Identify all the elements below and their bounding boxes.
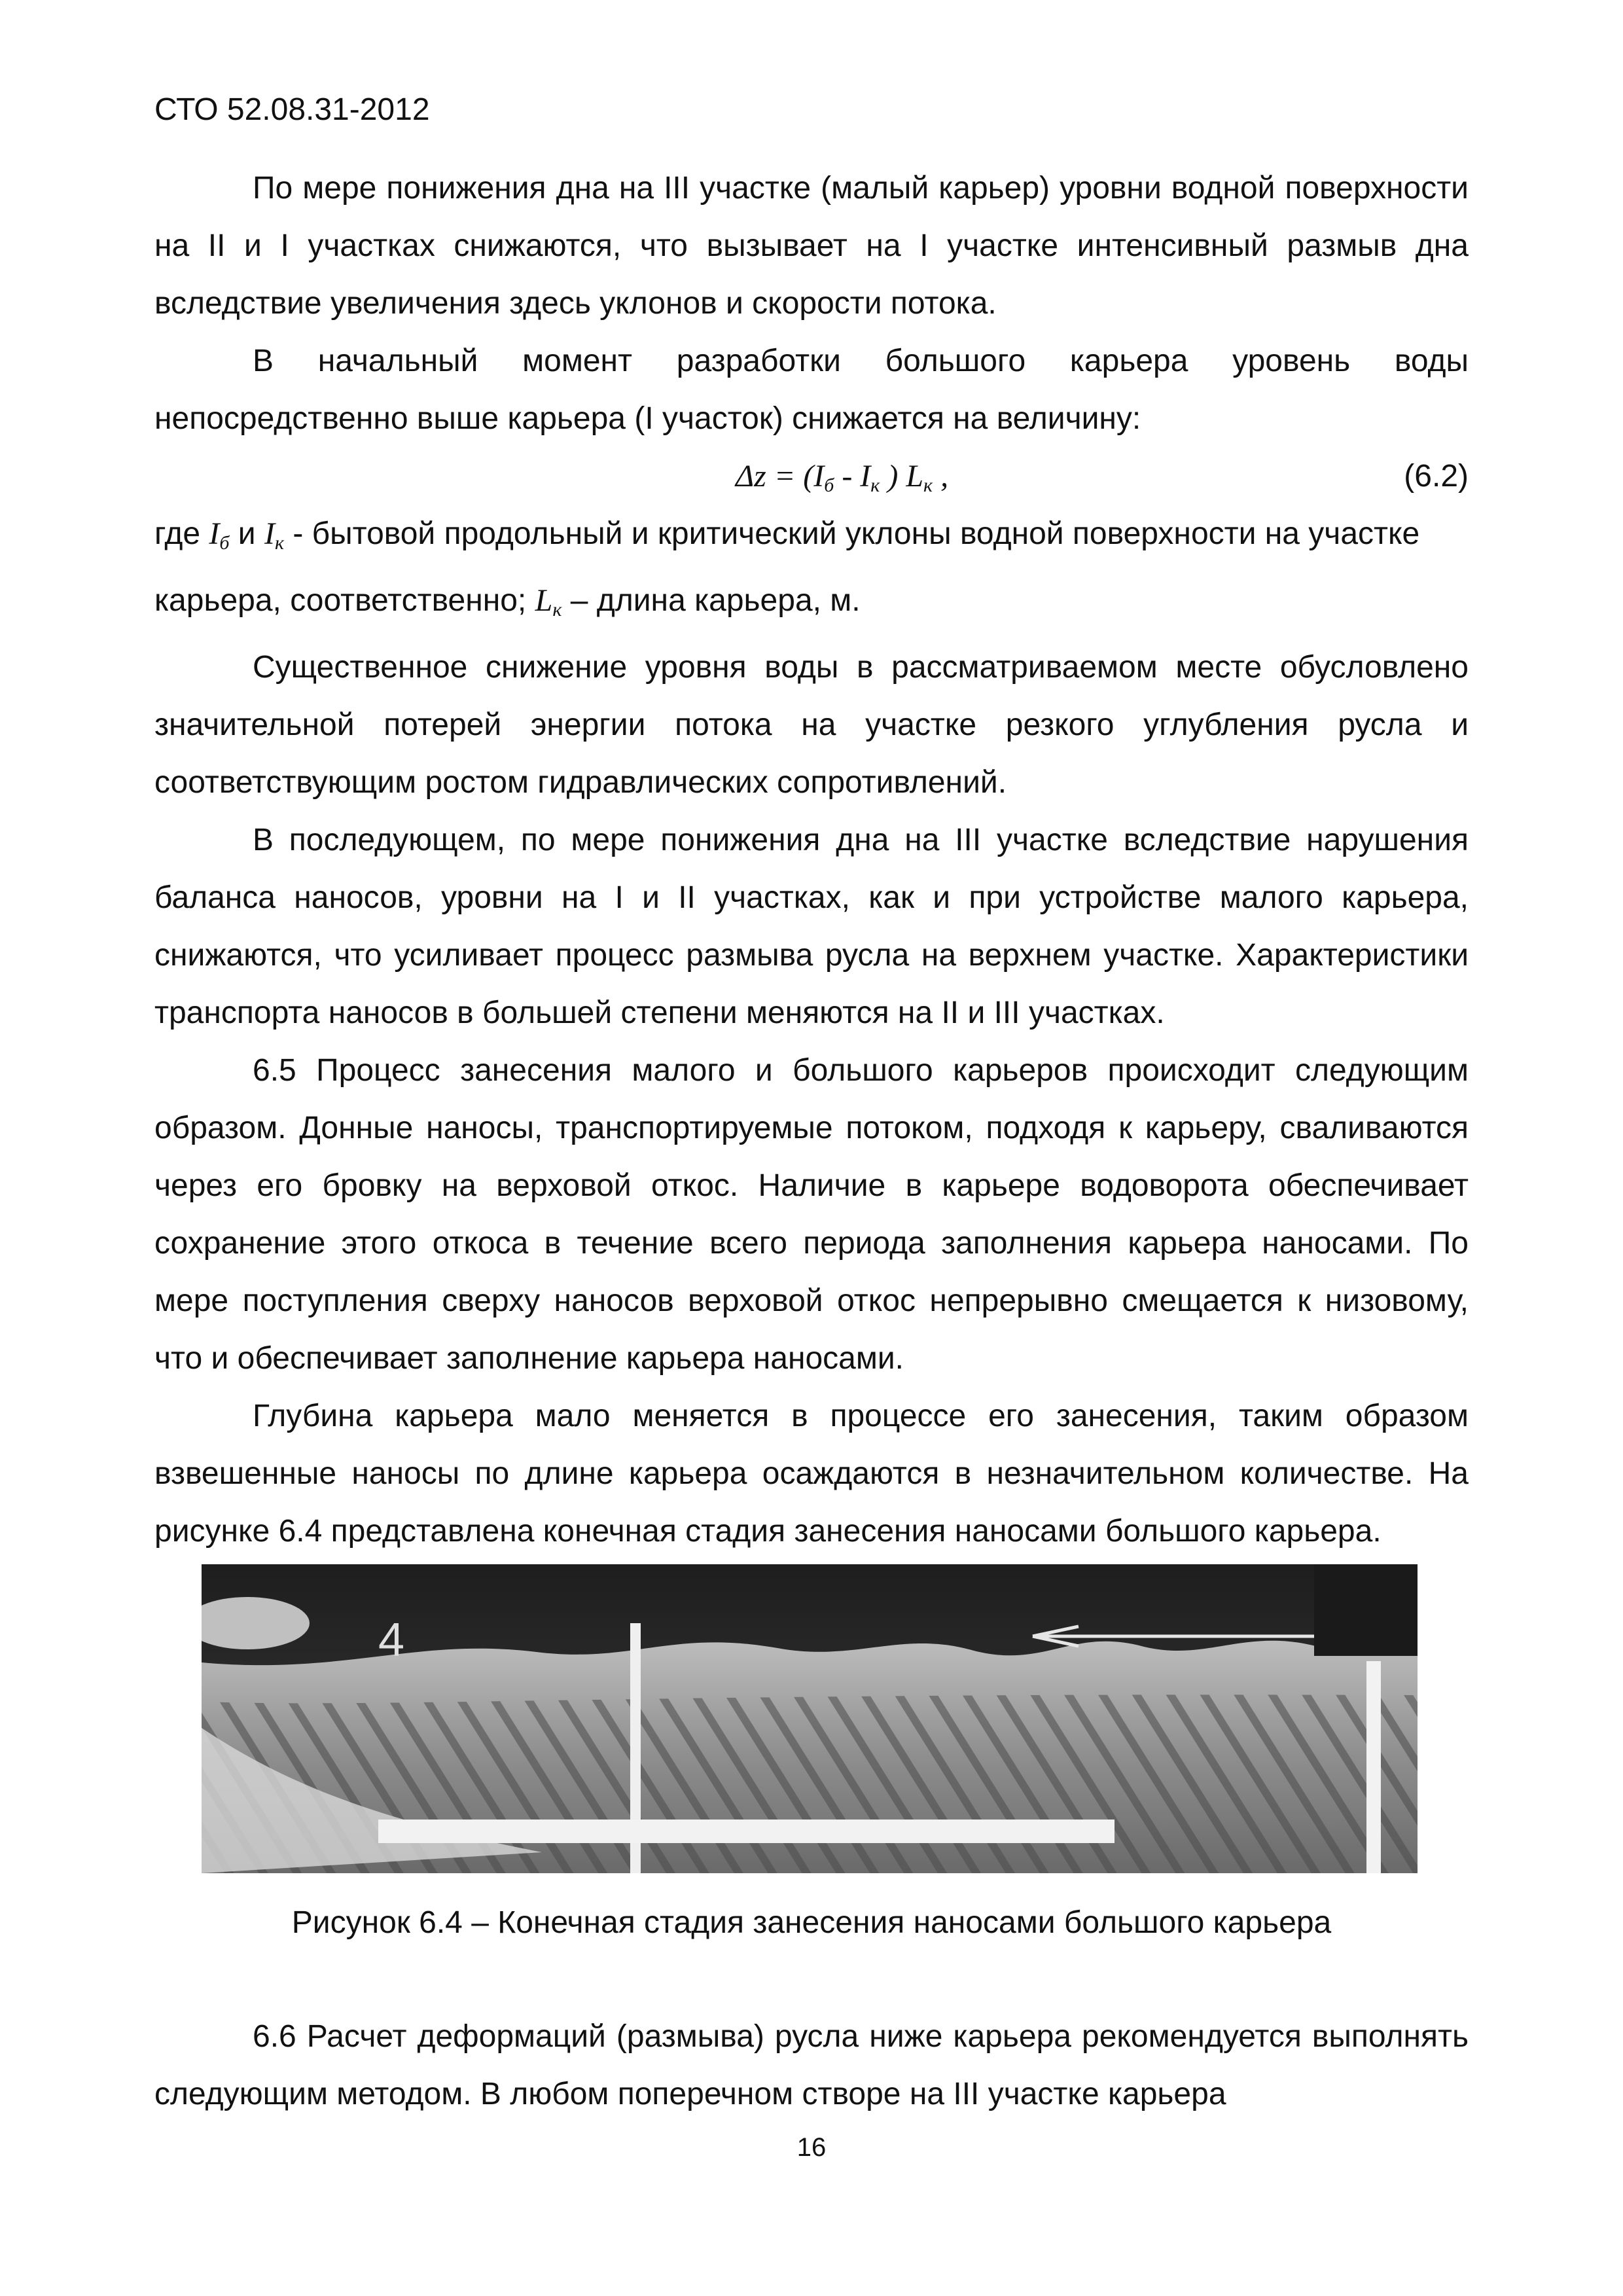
paragraph: В начальный момент разработки большого карьера уровень воды непосредственно выше карьера (I участок) снижается на величину: [154,344,1469,436]
sediment-photo-image [202,1564,1418,1873]
paragraph: 6.5 Процесс занесения малого и большого карьеров происходит следующим образом. Донные наносы, транспортируемые потоком, подходя к карьеру, сваливаются через его бровку на верховой откос. Наличие в карьере водоворота обеспечивает сохранение этого откоса в течение всего периода заполнения карьера наносами. По мере поступления сверху наносов верховой откос непрерывно смещается к низовому, что и обеспечивает заполнение карьера наносами. [154,1053,1469,1376]
paragraph: По мере понижения дна на III участке (малый карьер) уровни водной поверхности на II и I участках снижаются, что вызывает на I участке интенсивный размыв дна вследствие увеличения здесь уклонов и скорости потока. [154,171,1469,321]
formula-6-2: $\Delta z = (I_б - I_к$ ) $L_к$ , [736,459,949,496]
photo-label: 4 [378,1614,405,1666]
page-number: 16 [796,2133,827,2162]
formula-explanation: где $I_б$ и $I_к$ - бытовой продольный и критический уклоны водной поверхности на участке карьера, соответственно; $L_к$ – длина карьера, м. [154,516,1420,620]
text-block-top [154,160,1469,1560]
formula-number: (6.2) [1404,459,1469,493]
paragraph: Существенное снижение уровня воды в рассматриваемом месте обусловлено значительной потерей энергии потока на участке резкого углубления русла и соответствующим ростом гидравлических сопротивлений. [154,650,1469,800]
figure-caption: Рисунок 6.4 – Конечная стадия занесения наносами большого карьера [291,1905,1332,1940]
formula-line [154,448,1469,505]
paragraph: 6.6 Расчет деформаций (размыва) русла ниже карьера рекомендуется выполнять следующим методом. В любом поперечном створе на III участке карьера [154,2019,1469,2111]
paragraph: Глубина карьера мало меняется в процессе его занесения, таким образом взвешенные наносы по длине карьера осаждаются в незначительном количестве. На рисунке 6.4 представлена конечная стадия занесения наносами большого карьера. [154,1399,1469,1549]
figure-photo [202,1564,1418,1873]
document-code: СТО 52.08.31-2012 [154,92,430,127]
paragraph: В последующем, по мере понижения дна на III участке вследствие нарушения баланса наносов, уровни на I и II участках, как и при устройстве малого карьера, снижаются, что усиливает процесс размыва русла на верхнем участке. Характеристики транспорта наносов в большей степени меняются на II и III участках. [154,823,1469,1030]
text-block-bottom [154,2008,1469,2123]
